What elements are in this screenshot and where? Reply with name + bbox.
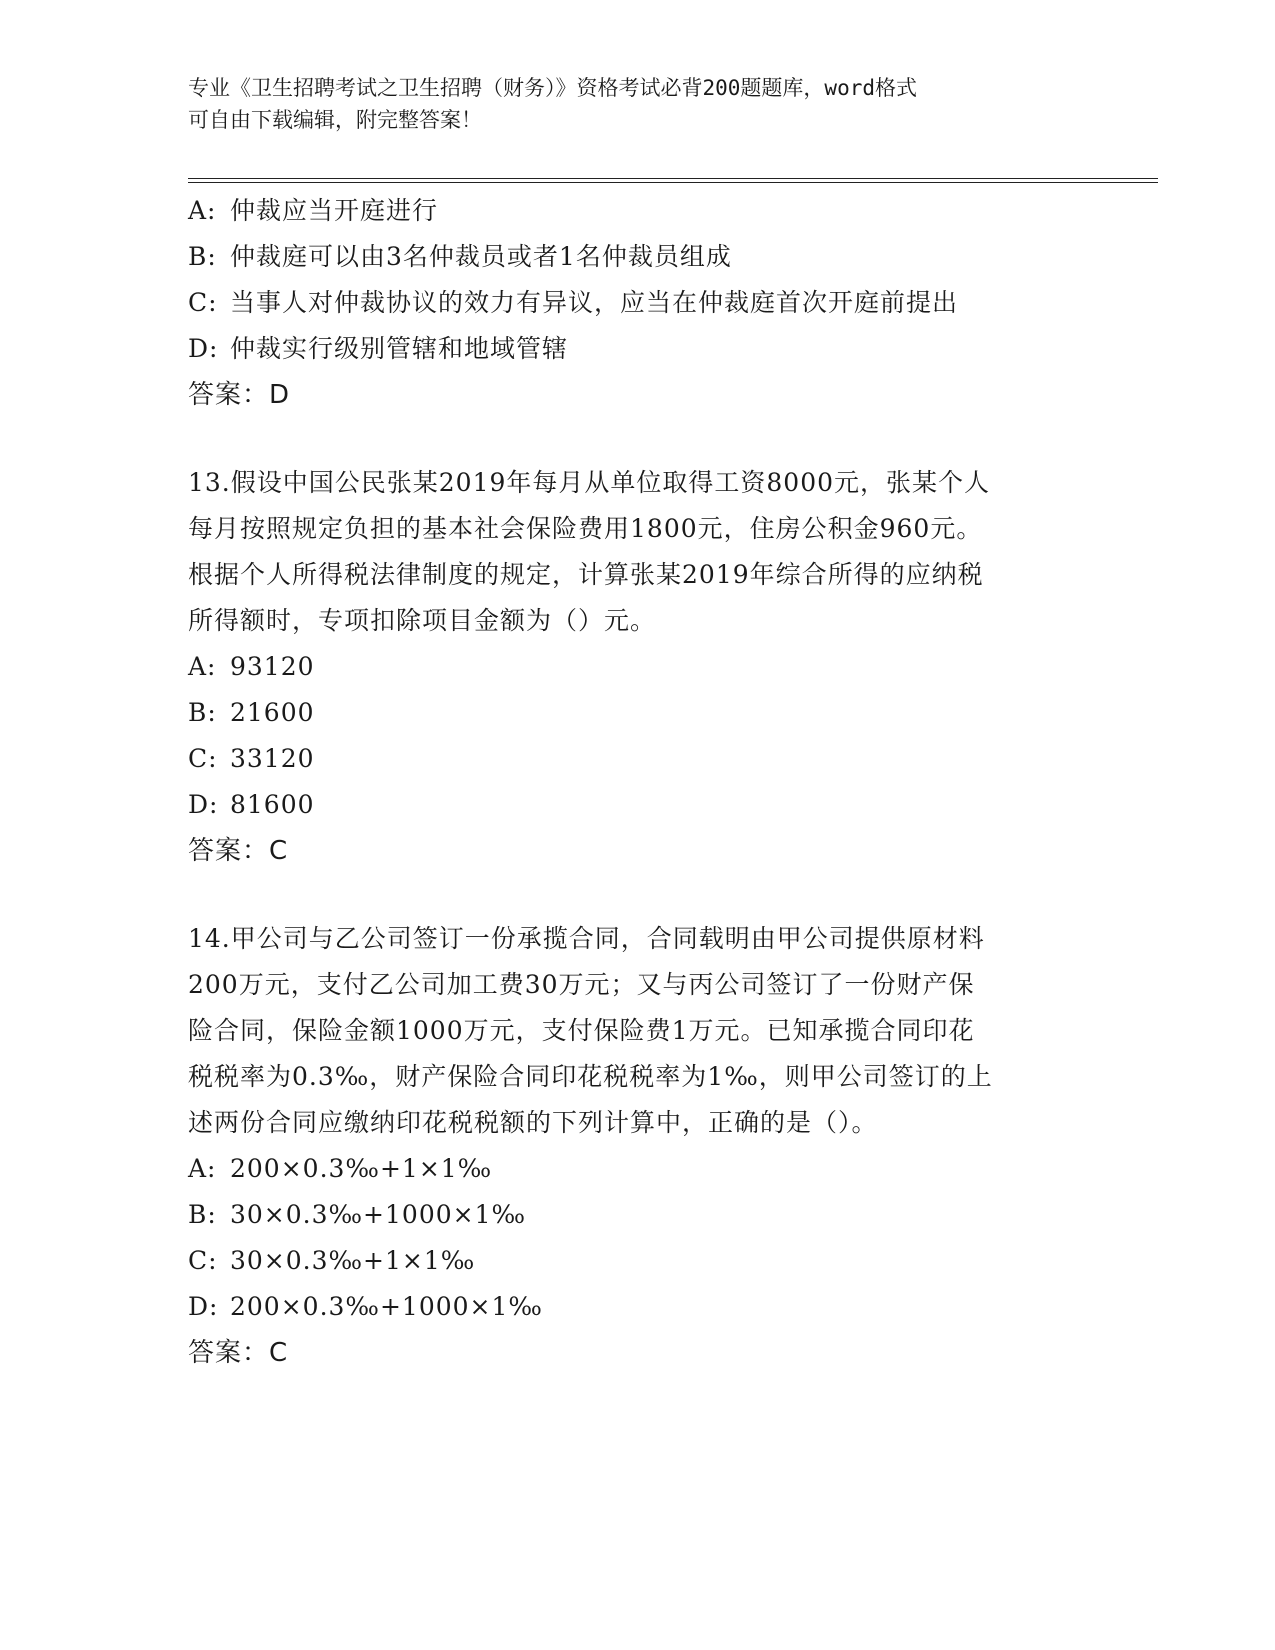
page-header [188,72,1068,136]
question-text-line: 14.甲公司与乙公司签订一份承揽合同，合同载明由甲公司提供原材料 [188,924,985,953]
option-a [188,188,1088,234]
option-letter: A: [188,652,217,681]
question-text-line: 13.假设中国公民张某2019年每月从单位取得工资8000元，张某个人 [188,468,991,497]
option-text: 当事人对仲裁协议的效力有异议，应当在仲裁庭首次开庭前提出 [230,288,959,317]
option-text: 93120 [230,652,315,681]
option-letter: D: [188,334,219,363]
option-text: 30×0.3‰+1000×1‰ [230,1200,527,1229]
option-d [188,326,1088,372]
option-text: 200×0.3‰+1000×1‰ [230,1292,543,1321]
option-letter: C: [188,288,218,317]
question-12 [188,188,1088,418]
question-text-line: 险合同，保险金额1000万元，支付保险费1万元。已知承揽合同印花 [188,1016,975,1045]
header-double-rule [188,178,1158,183]
option-text: 200×0.3‰+1×1‰ [230,1154,493,1183]
option-d [188,1284,1088,1330]
option-letter: C: [188,744,218,773]
spacer [188,874,1088,916]
answer: 答案：C [188,836,289,866]
option-b [188,690,1088,736]
spacer [188,418,1088,460]
option-a [188,1146,1088,1192]
option-d [188,782,1088,828]
option-c [188,736,1088,782]
question-text-line: 述两份合同应缴纳印花税税额的下列计算中，正确的是（）。 [188,1108,878,1137]
answer: 答案：D [188,380,291,410]
option-letter: B: [188,1200,217,1229]
question-14 [188,916,1088,1376]
header-line-1: 专业《卫生招聘考试之卫生招聘（财务）》资格考试必背200题题库，word格式 [188,76,917,100]
option-letter: B: [188,242,217,271]
question-text-line: 税税率为0.3‰，财产保险合同印花税税率为1‰，则甲公司签订的上 [188,1062,993,1091]
answer: 答案：C [188,1338,289,1368]
option-a [188,644,1088,690]
option-text: 81600 [230,790,315,819]
option-b [188,1192,1088,1238]
option-text: 33120 [230,744,315,773]
option-letter: A: [188,1154,217,1183]
option-b [188,234,1088,280]
option-text: 仲裁应当开庭进行 [230,196,439,225]
option-text: 仲裁实行级别管辖和地域管辖 [230,334,569,363]
option-letter: C: [188,1246,218,1275]
option-letter: D: [188,790,219,819]
option-text: 仲裁庭可以由3名仲裁员或者1名仲裁员组成 [230,242,732,271]
option-c [188,1238,1088,1284]
question-text-line: 根据个人所得税法律制度的规定，计算张某2019年综合所得的应纳税 [188,560,984,589]
option-letter: A: [188,196,217,225]
option-letter: D: [188,1292,219,1321]
question-text-line: 每月按照规定负担的基本社会保险费用1800元，住房公积金960元。 [188,514,983,543]
option-text: 30×0.3‰+1×1‰ [230,1246,476,1275]
question-13 [188,460,1088,874]
option-c [188,280,1088,326]
option-text: 21600 [230,698,315,727]
document-body [188,188,1088,1376]
question-text-line: 所得额时，专项扣除项目金额为（）元。 [188,606,657,635]
header-line-2: 可自由下载编辑，附完整答案！ [188,108,482,132]
option-letter: B: [188,698,217,727]
question-text-line: 200万元，支付乙公司加工费30万元；又与丙公司签订了一份财产保 [188,970,975,999]
